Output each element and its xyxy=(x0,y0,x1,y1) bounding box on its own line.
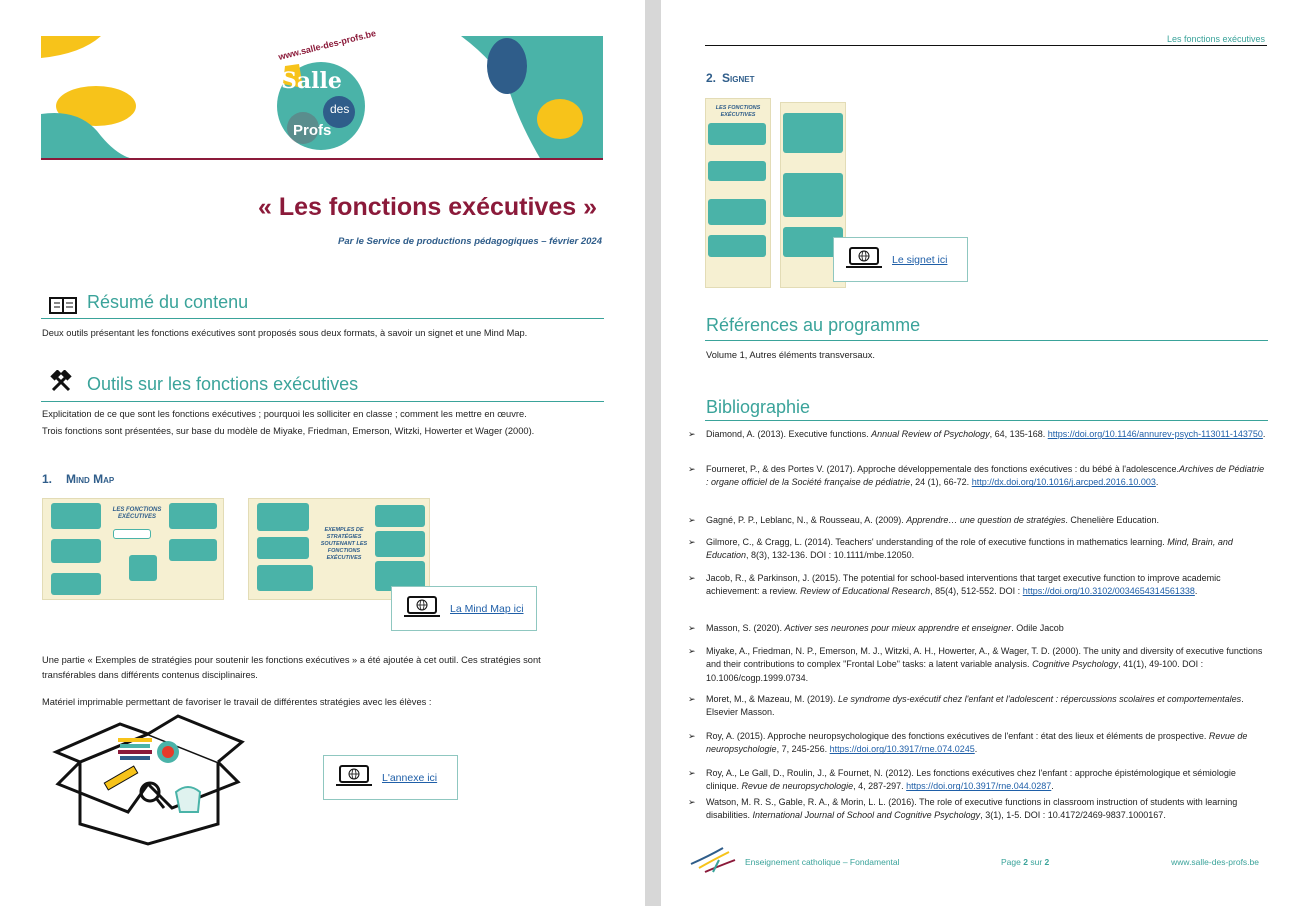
references-text: Volume 1, Autres éléments transversaux. xyxy=(706,350,875,360)
entry-doi-link[interactable]: https://doi.org/10.1146/annurev-psych-113011-143750 xyxy=(1047,429,1263,439)
entry-text: , 41(1), 49-100. DOI : 10.1006/cogp.1999.0734. xyxy=(706,659,1204,683)
entry-text: Roy, A. (2015). Approche neuropsychologique des fonctions exécutives de l'enfant : état des lieux et éléments de prospective. xyxy=(706,731,1209,741)
entry-text: Fourneret, P., & des Portes V. (2017). Approche développementale des fonctions exécutives : du bébé à l'adolescence. xyxy=(706,464,1180,474)
entry-text: , 8(3), 132-136. DOI : 10.1111/mbe.12050. xyxy=(746,550,915,561)
salle-des-profs-logo xyxy=(263,28,383,150)
bibliography-entry xyxy=(688,622,1266,635)
footer-logo-icon xyxy=(689,846,739,879)
entry-journal: Activer ses neurones pour mieux apprendre et enseigner xyxy=(784,623,1012,633)
resume-rule xyxy=(41,318,604,319)
footer-page-total: 2 xyxy=(1044,857,1050,867)
mindmap-heading: Mind Map xyxy=(66,472,115,486)
entry-doi-link[interactable]: https://doi.org/10.3102/0034654314561338 xyxy=(1022,586,1195,597)
bullet-arrow-icon: ➢ xyxy=(688,646,696,656)
signet-thumbnail-title: LES FONCTIONS EXÉCUTIVES xyxy=(715,105,761,118)
outils-line-2: Trois fonctions sont présentées, sur base du modèle de Miyake, Friedman, Emerson, Witzki, Howerter et Wager (2000). xyxy=(42,426,535,436)
bullet-arrow-icon: ➢ xyxy=(688,694,696,704)
laptop-globe-icon xyxy=(844,246,884,273)
bullet-arrow-icon: ➢ xyxy=(688,537,696,547)
bibliography-entry xyxy=(688,428,1266,441)
entry-text: . Odile Jacob xyxy=(1011,623,1064,633)
logo-word-salle: Salle xyxy=(281,68,342,94)
header-rule xyxy=(705,45,1267,46)
mindmap-thumbnail-1-title: LES FONCTIONS EXÉCUTIVES xyxy=(112,507,162,520)
logo-word-des: des xyxy=(330,102,350,116)
entry-journal: Le syndrome dys-exécutif chez l'enfant et l'adolescent : répercussions scolaires et comportementales xyxy=(838,694,1242,704)
mindmap-thumbnail-2 xyxy=(248,498,430,600)
bibliography-entry xyxy=(688,572,1266,599)
entry-text: . xyxy=(974,744,978,755)
signet-link-box xyxy=(833,237,968,282)
document-subtitle: Par le Service de productions pédagogiques – février 2024 xyxy=(338,236,602,247)
entry-doi-link[interactable]: https://doi.org/10.3917/rne.074.0245 xyxy=(829,744,975,755)
bibliography-entry xyxy=(688,767,1266,794)
entry-text: Miyake, A., Friedman, N. P., Emerson, M. J., Witzki, A. H., Howerter, A., & Wager, T. D. (2000). The unity and diversity of executive functions and their contributions to complex "Frontal Lobe" tasks: a latent variable analysis. xyxy=(706,646,1263,670)
signet-number: 2. xyxy=(706,71,717,85)
bibliography-entry xyxy=(688,645,1266,685)
bibliography-entry xyxy=(688,463,1266,490)
document-page-1 xyxy=(0,0,645,906)
entry-journal: Mind, Brain, and Education xyxy=(706,537,1233,561)
entry-journal: Review of Educational Research xyxy=(800,586,931,597)
outils-rule xyxy=(41,401,604,402)
entry-journal: Archives de Pédiatrie : organe officiel de la Société française de pédiatrie xyxy=(706,464,1265,488)
strategies-text-2: transférables dans différents contenus disciplinaires. xyxy=(42,670,258,680)
entry-text: . xyxy=(1262,429,1266,439)
entry-text: Jacob, R., & Parkinson, J. (2015). The potential for school-based interventions that target executive function to improve academic achievement: a review. xyxy=(706,573,1221,597)
mindmap-number: 1. xyxy=(42,472,53,486)
document-page-2 xyxy=(661,0,1315,906)
bibliography-entry xyxy=(688,730,1266,757)
laptop-globe-icon xyxy=(402,595,442,622)
mindmap-link[interactable]: La Mind Map ici xyxy=(450,602,524,615)
signet-thumbnail-front xyxy=(705,98,771,288)
annexe-link-box xyxy=(323,755,458,800)
footer-page xyxy=(1001,857,1049,867)
entry-text: Gilmore, C., & Cragg, L. (2014). Teachers' understanding of the role of executive functions in mathematics learning. xyxy=(706,537,1168,547)
tools-icon xyxy=(49,370,73,399)
entry-text: Watson, M. R. S., Gable, R. A., & Morin, L. L. (2016). The role of executive functions in classroom instruction of students with learning disabilities. xyxy=(706,797,1238,821)
entry-text: Gagné, P. P., Leblanc, N., & Rousseau, A. (2009). xyxy=(706,515,907,525)
bullet-arrow-icon: ➢ xyxy=(688,797,696,807)
bibliography-entry xyxy=(688,796,1266,823)
bullet-arrow-icon: ➢ xyxy=(688,573,696,583)
bibliography-entry xyxy=(688,536,1266,563)
references-heading: Références au programme xyxy=(706,315,921,335)
signet-heading: Signet xyxy=(722,71,755,85)
bibliography-heading: Bibliographie xyxy=(706,397,811,417)
entry-journal: Cognitive Psychology xyxy=(1032,659,1119,670)
document-title: « Les fonctions exécutives » xyxy=(257,193,597,221)
entry-text: , 7, 245-256. xyxy=(776,744,830,755)
logo-word-profs: Profs xyxy=(293,122,332,139)
materiel-text: Matériel imprimable permettant de favoriser le travail de différentes stratégies avec les élèves : xyxy=(42,697,432,707)
entry-text: Diamond, A. (2013). Executive functions. xyxy=(706,429,872,439)
mindmap-link-box xyxy=(391,586,537,631)
entry-text: . xyxy=(1155,477,1159,488)
outils-heading: Outils sur les fonctions exécutives xyxy=(87,374,359,394)
bullet-arrow-icon: ➢ xyxy=(688,429,696,439)
bullet-arrow-icon: ➢ xyxy=(688,464,696,474)
bullet-arrow-icon: ➢ xyxy=(688,623,696,633)
strategies-text-1: Une partie « Exemples de stratégies pour soutenir les fonctions exécutives » a été ajoutée à cet outil. Ces stratégies sont xyxy=(42,655,541,665)
entry-text: , 3(1), 1-5. DOI : 10.4172/2469-9837.1000167. xyxy=(980,810,1166,821)
footer-left: Enseignement catholique – Fondamental xyxy=(745,857,900,867)
entry-doi-link[interactable]: http://dx.doi.org/10.1016/j.arcped.2016.10.003 xyxy=(971,477,1156,488)
entry-text: . xyxy=(1194,586,1198,597)
page-header: Les fonctions exécutives xyxy=(1166,34,1265,44)
entry-text: . Elsevier Masson. xyxy=(706,694,1244,718)
entry-journal: Annual Review of Psychology xyxy=(871,429,990,439)
entry-text: . Chenelière Education. xyxy=(1065,515,1159,525)
footer-page-number: 2 xyxy=(1023,857,1028,867)
resume-text: Deux outils présentant les fonctions exécutives sont proposés sous deux formats, à savoir un signet et une Mind Map. xyxy=(42,328,528,338)
entry-journal: International Journal of School and Cognitive Psychology xyxy=(752,810,981,821)
resume-heading: Résumé du contenu xyxy=(87,292,249,312)
footer-sur-word: sur xyxy=(1030,857,1043,867)
bullet-arrow-icon: ➢ xyxy=(688,731,696,741)
entry-text: , 85(4), 512-552. DOI : xyxy=(930,586,1021,597)
logo-url: www.salle-des-profs.be xyxy=(277,28,377,62)
bibliography-rule xyxy=(705,420,1268,421)
entry-journal: Apprendre… une question de stratégies xyxy=(906,515,1066,525)
entry-text: , 64, 135-168. xyxy=(989,429,1048,439)
entry-text: Moret, M., & Mazeau, M. (2019). xyxy=(706,694,839,704)
bibliography-entry xyxy=(688,693,1266,720)
entry-text: , 4, 287-297. xyxy=(853,781,907,792)
mindmap-thumbnail-1 xyxy=(42,498,224,600)
entry-journal: Revue de neuropsychologie xyxy=(741,781,854,792)
entry-text: Masson, S. (2020). xyxy=(706,623,785,633)
outils-line-1: Explicitation de ce que sont les fonctions exécutives ; pourquoi les solliciter en classe ; comment les mettre en œuvre. xyxy=(42,409,527,419)
entry-text: . xyxy=(1051,781,1054,792)
entry-journal: Revue de neuropsychologie xyxy=(706,731,1248,755)
entry-text: Roy, A., Le Gall, D., Roulin, J., & Fournet, N. (2012). Les fonctions exécutives chez l'enfant : approche épistémologique et sémiologie clinique. xyxy=(706,768,1236,792)
annexe-link[interactable]: L'annexe ici xyxy=(382,771,438,784)
toolbox-illustration xyxy=(48,712,248,852)
entry-doi-link[interactable]: https://doi.org/10.3917/rne.044.0287 xyxy=(906,781,1052,792)
footer-page-word: Page xyxy=(1001,857,1021,867)
entry-text: , 24 (1), 66-72. xyxy=(910,477,970,488)
mindmap-thumbnail-2-title: EXEMPLES DE STRATÉGIES SOUTENANT LES FONCTIONS EXÉCUTIVES xyxy=(320,527,368,561)
references-rule xyxy=(705,340,1268,341)
laptop-globe-icon xyxy=(334,764,374,791)
bullet-arrow-icon: ➢ xyxy=(688,768,696,778)
bullet-arrow-icon: ➢ xyxy=(688,515,696,525)
footer-right: www.salle-des-profs.be xyxy=(1171,857,1259,867)
bibliography-entry xyxy=(688,514,1266,527)
signet-link[interactable]: Le signet ici xyxy=(892,253,948,266)
